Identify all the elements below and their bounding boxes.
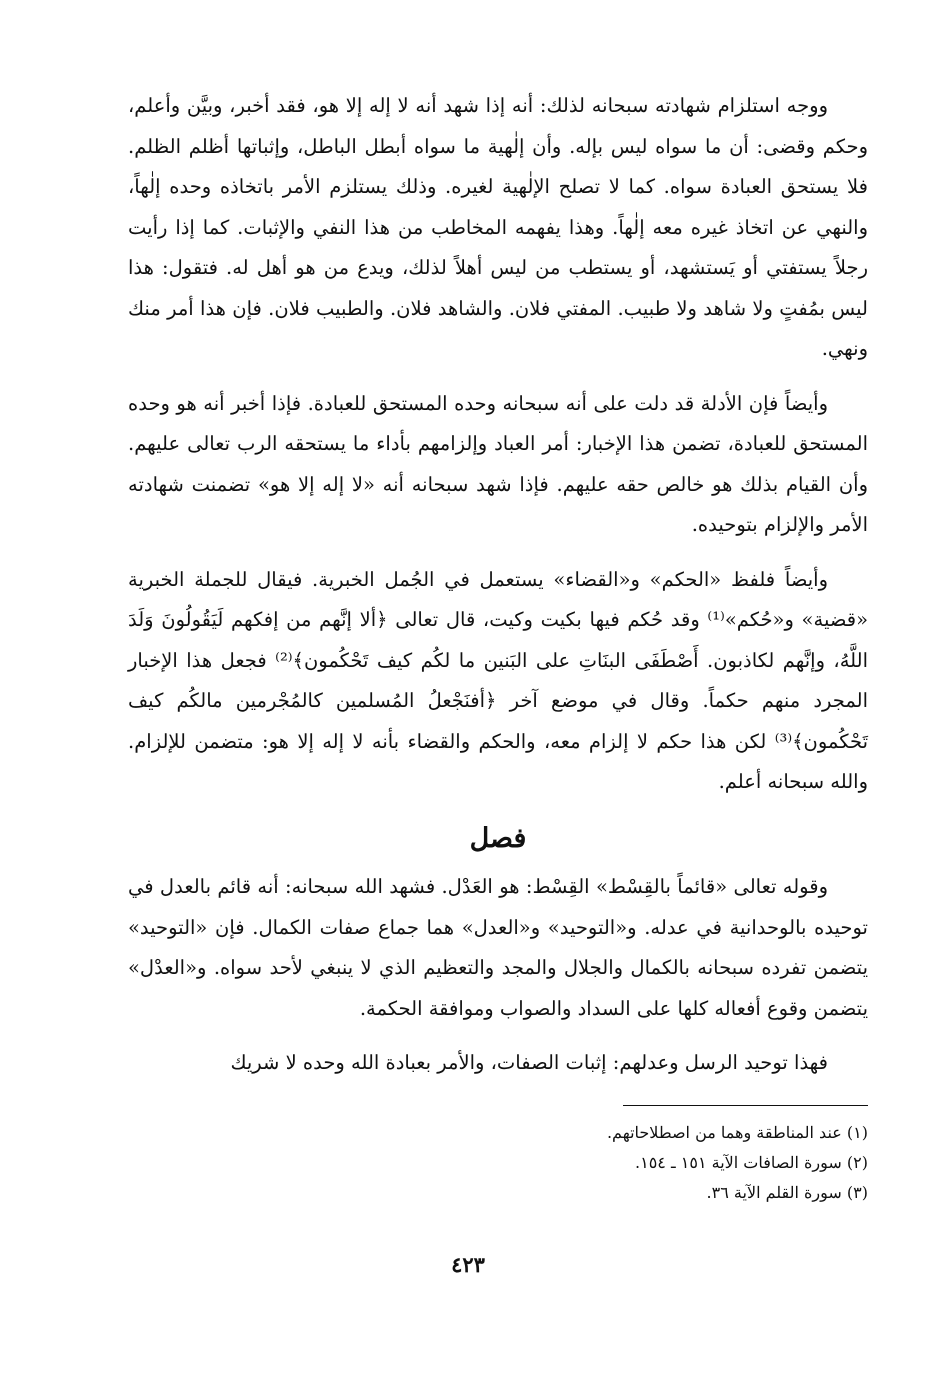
footnote-separator <box>623 1105 868 1106</box>
footnote-3: (٣) سورة القلم الآية ٣٦. <box>706 1183 868 1202</box>
paragraph-1: ووجه استلزام شهادته سبحانه لذلك: أنه إذا شهد أنه لا إله إلا هو، فقد أخبر، وبيَّن وأعلم، وحكم وقضى: أن ما سواه ليس بإله. وأن إلٰهية ما سواه أبطل الباطل، وإثباتها أظلم الظلم. فلا يستحق العبادة سواه. كما لا تصلح الإلٰهية لغيره. وذلك يستلزم الأمر باتخاذه وحده إلٰهاً، والنهي عن اتخاذ غيره معه إلٰهاً. وهذا يفهمه المخاطب من هذا النفي والإثبات. كما إذا رأيت رجلاً يستفتي أو يَستشهد، أو يستطب من ليس أهلاً لذلك، ويدع من هو أهل له. فتقول: هذا ليس بمُفتٍ ولا شاهد ولا طبيب. المفتي فلان. والشاهد فلان. والطبيب فلان. فإن هذا أمر منك ونهي. <box>128 94 868 360</box>
body-text <box>128 86 868 1098</box>
footnote-1: (١) عند المناطقة وهما من اصطلاحاتهم. <box>606 1123 868 1142</box>
paragraph-3: وأيضاً فلفظ «الحكم» و«القضاء» يستعمل في الجُمل الخبرية. فيقال للجملة الخبرية «قضية» و«حُكم»⁽¹⁾ وقد حُكم فيها بكيت وكيت، قال تعالى ﴿ألا إنَّهم من إفكهم لَيَقُولُونَ وَلَدَ اللَّهُ، وإنَّهم لكاذبون. أَصْطَفَى البنَاتِ على البَنين ما لكُم كيف تَحْكُمون﴾⁽²⁾ فجعل هذا الإخبار المجرد منهم حكماً. وقال في موضع آخر ﴿أفنَجْعلُ المُسلمين كالمُجْرمين مالكُم كيف تَحْكُمون﴾⁽³⁾ لكن هذا حكم لا إلزام معه، والحكم والقضاء بأنه لا إله إلا هو: متضمن للإلزام. والله سبحانه أعلم. <box>128 567 868 793</box>
footnote-2: (٢) سورة الصافات الآية ١٥١ ـ ١٥٤. <box>635 1153 868 1172</box>
paragraph-2: وأيضاً فإن الأدلة قد دلت على أنه سبحانه وحده المستحق للعبادة. فإذا أخبر أنه هو وحده المستحق للعبادة، تضمن هذا الإخبار: أمر العباد وإلزامهم بأداء ما يستحقه الرب تعالى عليهم. وأن القيام بذلك هو خالص حقه عليهم. فإذا شهد سبحانه أنه «لا إله إلا هو» تضمنت شهادته الأمر والإلزام بتوحيده. <box>128 391 868 536</box>
paragraph-5: فهذا توحيد الرسل وعدلهم: إثبات الصفات، والأمر بعبادة الله وحده لا شريك <box>230 1051 828 1074</box>
paragraph-4: وقوله تعالى «قائماً بالقِسْط» القِسْط: هو العَدْل. فشهد الله سبحانه: أنه قائم بالعدل في توحيده بالوحدانية في عدله. و«التوحيد» و«العدل» هما جماع صفات الكمال. فإن «التوحيد» يتضمن تفرده سبحانه بالكمال والجلال والمجد والتعظيم الذي لا ينبغي لأحد سواه. و«العدْل» يتضمن وقوع أفعاله كلها على السداد والصواب وموافقة الحكمة. <box>128 875 868 1020</box>
page-number: ٤٢٣ <box>451 1252 485 1277</box>
section-heading: فصل <box>469 822 527 854</box>
footnotes <box>308 1118 868 1208</box>
